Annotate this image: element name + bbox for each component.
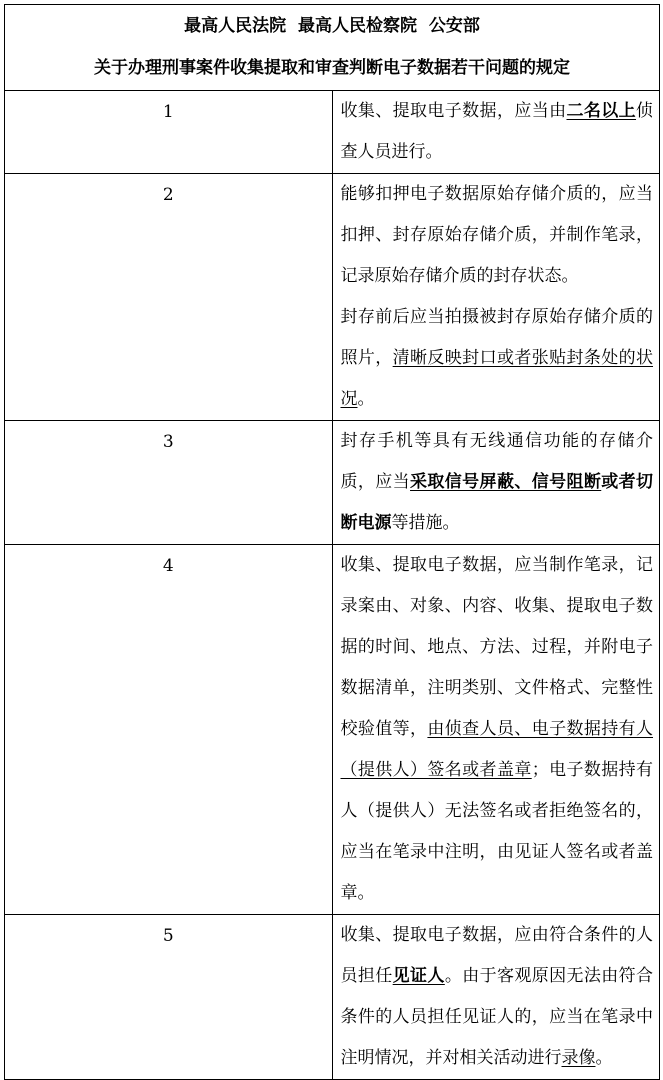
- rule-paragraph: [341, 915, 654, 1079]
- rule-text: [332, 915, 660, 1080]
- rule-text-emphasis: 二名以上: [566, 101, 637, 121]
- rule-text-segment: ；电子数据持有人（提供人）无法签名或者拒绝签名的，应当在笔录中注明，由见证人签名或者盖章。: [340, 760, 654, 903]
- header-cell: [5, 5, 660, 91]
- rule-number: 5: [5, 915, 333, 1080]
- rule-paragraph: 能够扣押电子数据原始存储介质的，应当扣押、封存原始存储介质，并制作笔录，记录原始存储介质的封存状态。: [340, 184, 653, 286]
- rule-number: 1: [5, 91, 333, 174]
- rule-paragraph: [341, 91, 654, 173]
- header-title-line1: 最高人民法院 最高人民检察院 公安部: [184, 16, 480, 36]
- rule-row-1: [5, 91, 660, 174]
- rule-text-segment: 收集、提取电子数据，应当由: [340, 101, 567, 121]
- rule-text-segment: 。: [357, 389, 375, 409]
- rule-number: 2: [5, 174, 333, 421]
- rule-text-bold: 切断电源: [340, 472, 654, 533]
- rules-table: [4, 4, 660, 1080]
- rule-number: 3: [5, 421, 333, 545]
- rule-text-segment: 收集、提取电子数据，应由符合条件的人员担任: [340, 925, 653, 986]
- rule-row-5: [5, 915, 660, 1080]
- rule-text: [332, 174, 660, 421]
- rule-text-segment: 收集、提取电子数据，应当制作笔录，记录案由、对象、内容、收集、提取电子数据的时间、地点、方法、过程，并附电子数据清单，注明类别、文件格式、完整性校验值等，: [340, 555, 653, 739]
- rule-text-underlined: 由侦查人员、电子数据持有人（提供人）签名或者盖章: [340, 719, 654, 780]
- rule-number: 4: [5, 545, 333, 915]
- header-row: [5, 5, 660, 91]
- rule-row-3: [5, 421, 660, 545]
- rule-text-emphasis: 采取信号屏蔽、信号阻断: [410, 472, 602, 492]
- rule-text: [332, 545, 660, 915]
- rule-text-segment: 封存手机等具有无线通信功能的存储介质，应当: [340, 431, 653, 492]
- rule-text-segment: 。: [595, 1048, 613, 1068]
- rule-text-emphasis: 见证人: [392, 966, 445, 986]
- rule-paragraph: [341, 421, 654, 544]
- rule-row-4: [5, 545, 660, 915]
- rule-text-segment: 封存前后应当拍摄被封存原始存储介质的照片，: [340, 307, 653, 368]
- rule-text-segment: 。由于客观原因无法由符合条件的人员担任见证人的，应当在笔录中注明情况，并对相关活动进行: [340, 966, 654, 1068]
- rule-text-underlined: 清晰反映封口或者张贴封条处的状况: [340, 348, 654, 409]
- rule-text-underlined: 录像: [561, 1048, 596, 1068]
- rule-paragraph: [341, 297, 654, 420]
- rule-text-segment: 等措施。: [391, 513, 460, 533]
- rule-text-bold: 或者: [601, 472, 637, 492]
- header-title-line2: 关于办理刑事案件收集提取和审查判断电子数据若干问题的规定: [94, 58, 570, 78]
- rule-paragraph: [341, 545, 654, 914]
- rule-text-segment: 侦查人员进行。: [340, 101, 654, 162]
- rule-text: [332, 91, 660, 174]
- rule-row-2: [5, 174, 660, 421]
- rule-text: [332, 421, 660, 545]
